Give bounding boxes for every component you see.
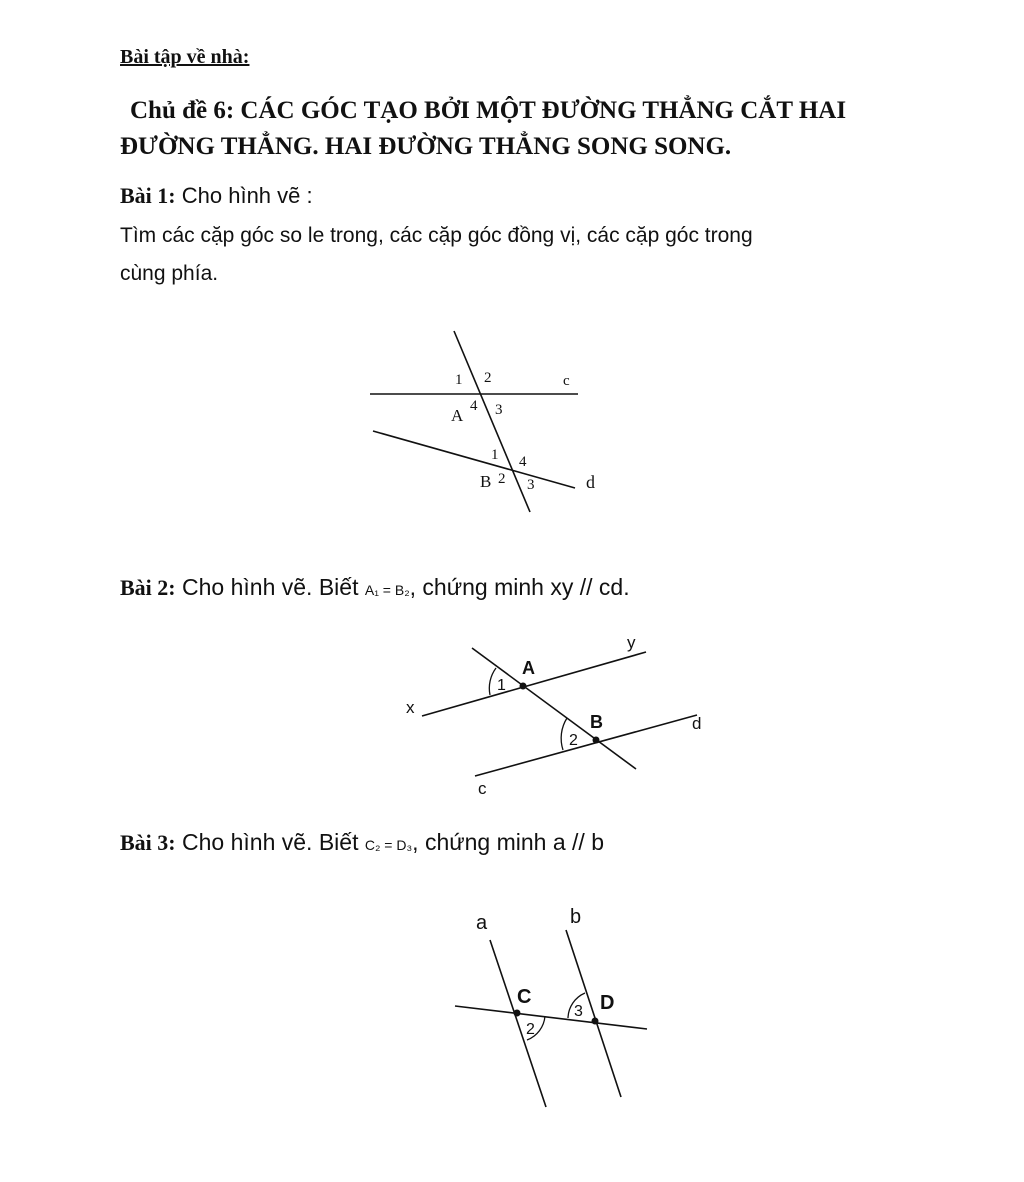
fig3-transversal [455, 1006, 647, 1029]
fig3-point-d-dot [592, 1018, 599, 1025]
exercise-3-label: Bài 3: [120, 830, 176, 855]
exercise-1-label: Bài 1: [120, 183, 176, 208]
fig1-angle-b4: 4 [519, 454, 527, 470]
figure-3 [455, 906, 647, 1107]
fig3-point-d: D [600, 992, 615, 1014]
fig3-line-a [490, 940, 546, 1107]
exercise-2-goal: , chứng minh xy // cd. [409, 574, 630, 600]
topic-title-line2: ĐƯỜNG THẲNG. HAI ĐƯỜNG THẲNG SONG SONG. [120, 133, 732, 160]
exercise-1-task: Tìm các cặp góc so le trong, các cặp góc đồng vị, các cặp góc trong cùng phía. [120, 224, 753, 285]
fig1-angle-a2: 2 [484, 370, 492, 386]
fig1-line-d [373, 431, 575, 488]
fig1-point-a: A [451, 406, 464, 425]
exercise-2-condition: A₁ = B₂ [364, 582, 410, 598]
fig1-label-d: d [586, 472, 595, 492]
fig2-label-c: c [478, 779, 487, 798]
figure-1 [370, 331, 595, 512]
fig2-angle-1: 1 [497, 677, 506, 694]
fig2-point-b: B [590, 712, 603, 732]
fig1-transversal [454, 331, 530, 512]
fig1-angle-a4: 4 [470, 398, 478, 414]
fig3-label-b: b [570, 906, 582, 928]
fig2-point-a: A [522, 658, 535, 678]
fig2-line-cd [475, 715, 697, 776]
fig2-angle-1-arc [489, 668, 496, 695]
fig2-label-d: d [692, 714, 702, 733]
exercise-2-text: Cho hình vẽ. Biết [182, 574, 359, 600]
fig3-point-c: C [517, 986, 532, 1008]
fig1-angle-b2: 2 [498, 471, 506, 487]
exercise-3-goal: , chứng minh a // b [412, 829, 604, 855]
fig3-label-a: a [476, 912, 488, 934]
fig1-angle-a3: 3 [495, 402, 503, 418]
fig2-label-y: y [627, 633, 636, 652]
exercise-3-text: Cho hình vẽ. Biết [182, 829, 359, 855]
figure-2 [406, 633, 701, 798]
fig1-angle-b3: 3 [527, 477, 535, 493]
fig2-point-a-dot [520, 683, 527, 690]
topic-title-line1: Chủ đề 6: CÁC GÓC TẠO BỞI MỘT ĐƯỜNG THẲNG CẮT HAI [130, 97, 847, 124]
fig2-angle-2-arc [561, 718, 567, 750]
fig1-angle-a1: 1 [455, 372, 463, 388]
fig2-transversal [472, 648, 636, 769]
fig1-label-c: c [563, 373, 570, 389]
fig2-label-x: x [406, 698, 415, 717]
fig1-angle-b1: 1 [491, 447, 499, 463]
fig1-point-b: B [480, 472, 492, 491]
exercise-2-label: Bài 2: [120, 575, 176, 600]
exercise-3-condition: C₂ = D₃ [364, 837, 413, 853]
fig3-angle-2: 2 [526, 1021, 535, 1038]
exercise-1-intro: Cho hình vẽ : [181, 183, 313, 208]
fig3-point-c-dot [514, 1010, 521, 1017]
fig3-angle-3: 3 [574, 1003, 583, 1020]
fig2-point-b-dot [593, 737, 600, 744]
fig2-angle-2: 2 [569, 732, 578, 749]
homework-heading: Bài tập về nhà: [120, 46, 250, 68]
